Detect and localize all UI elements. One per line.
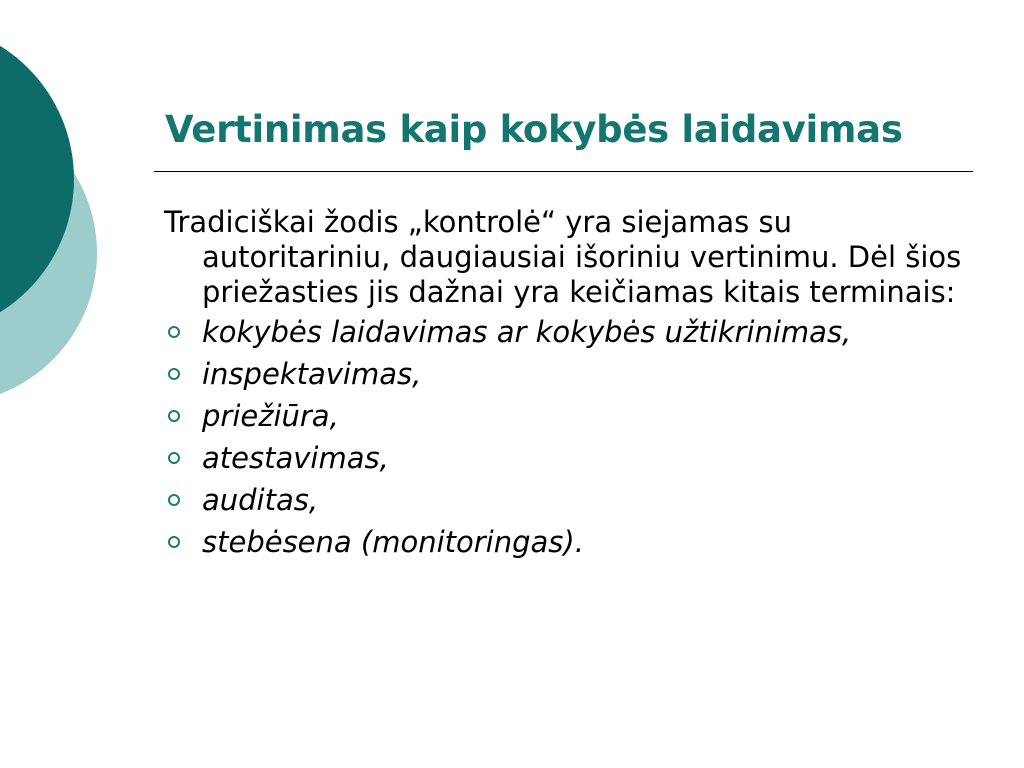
term-list <box>164 315 974 560</box>
title-divider <box>154 171 973 172</box>
list-item <box>164 357 974 392</box>
list-item <box>164 525 974 560</box>
list-item <box>164 315 974 350</box>
intro-paragraph: Tradiciškai žodis „kontrolė“ yra siejamas su autoritariniu, daugiausiai išoriniu vertinimu. Dėl šios priežasties jis dažnai yra keičiamas kitais terminais: <box>164 205 962 309</box>
circle-bullet-icon <box>164 525 202 560</box>
list-item <box>164 441 974 476</box>
list-item-text: kokybės laidavimas ar kokybės užtikrinimas, <box>202 315 852 349</box>
slide-title: Vertinimas kaip kokybės laidavimas <box>165 108 903 151</box>
list-item-text: priežiūra, <box>202 399 339 433</box>
list-item <box>164 483 974 518</box>
circle-bullet-icon <box>164 399 202 434</box>
list-item-text: stebėsena (monitoringas). <box>202 525 584 559</box>
list-item-text: atestavimas, <box>202 441 389 475</box>
circle-bullet-icon <box>164 483 202 518</box>
list-item-text: auditas, <box>202 483 319 517</box>
list-item <box>164 399 974 434</box>
circle-bullet-icon <box>164 357 202 392</box>
slide-body <box>164 205 974 560</box>
list-item-text: inspektavimas, <box>202 357 422 391</box>
circle-bullet-icon <box>164 315 202 350</box>
circle-bullet-icon <box>164 441 202 476</box>
